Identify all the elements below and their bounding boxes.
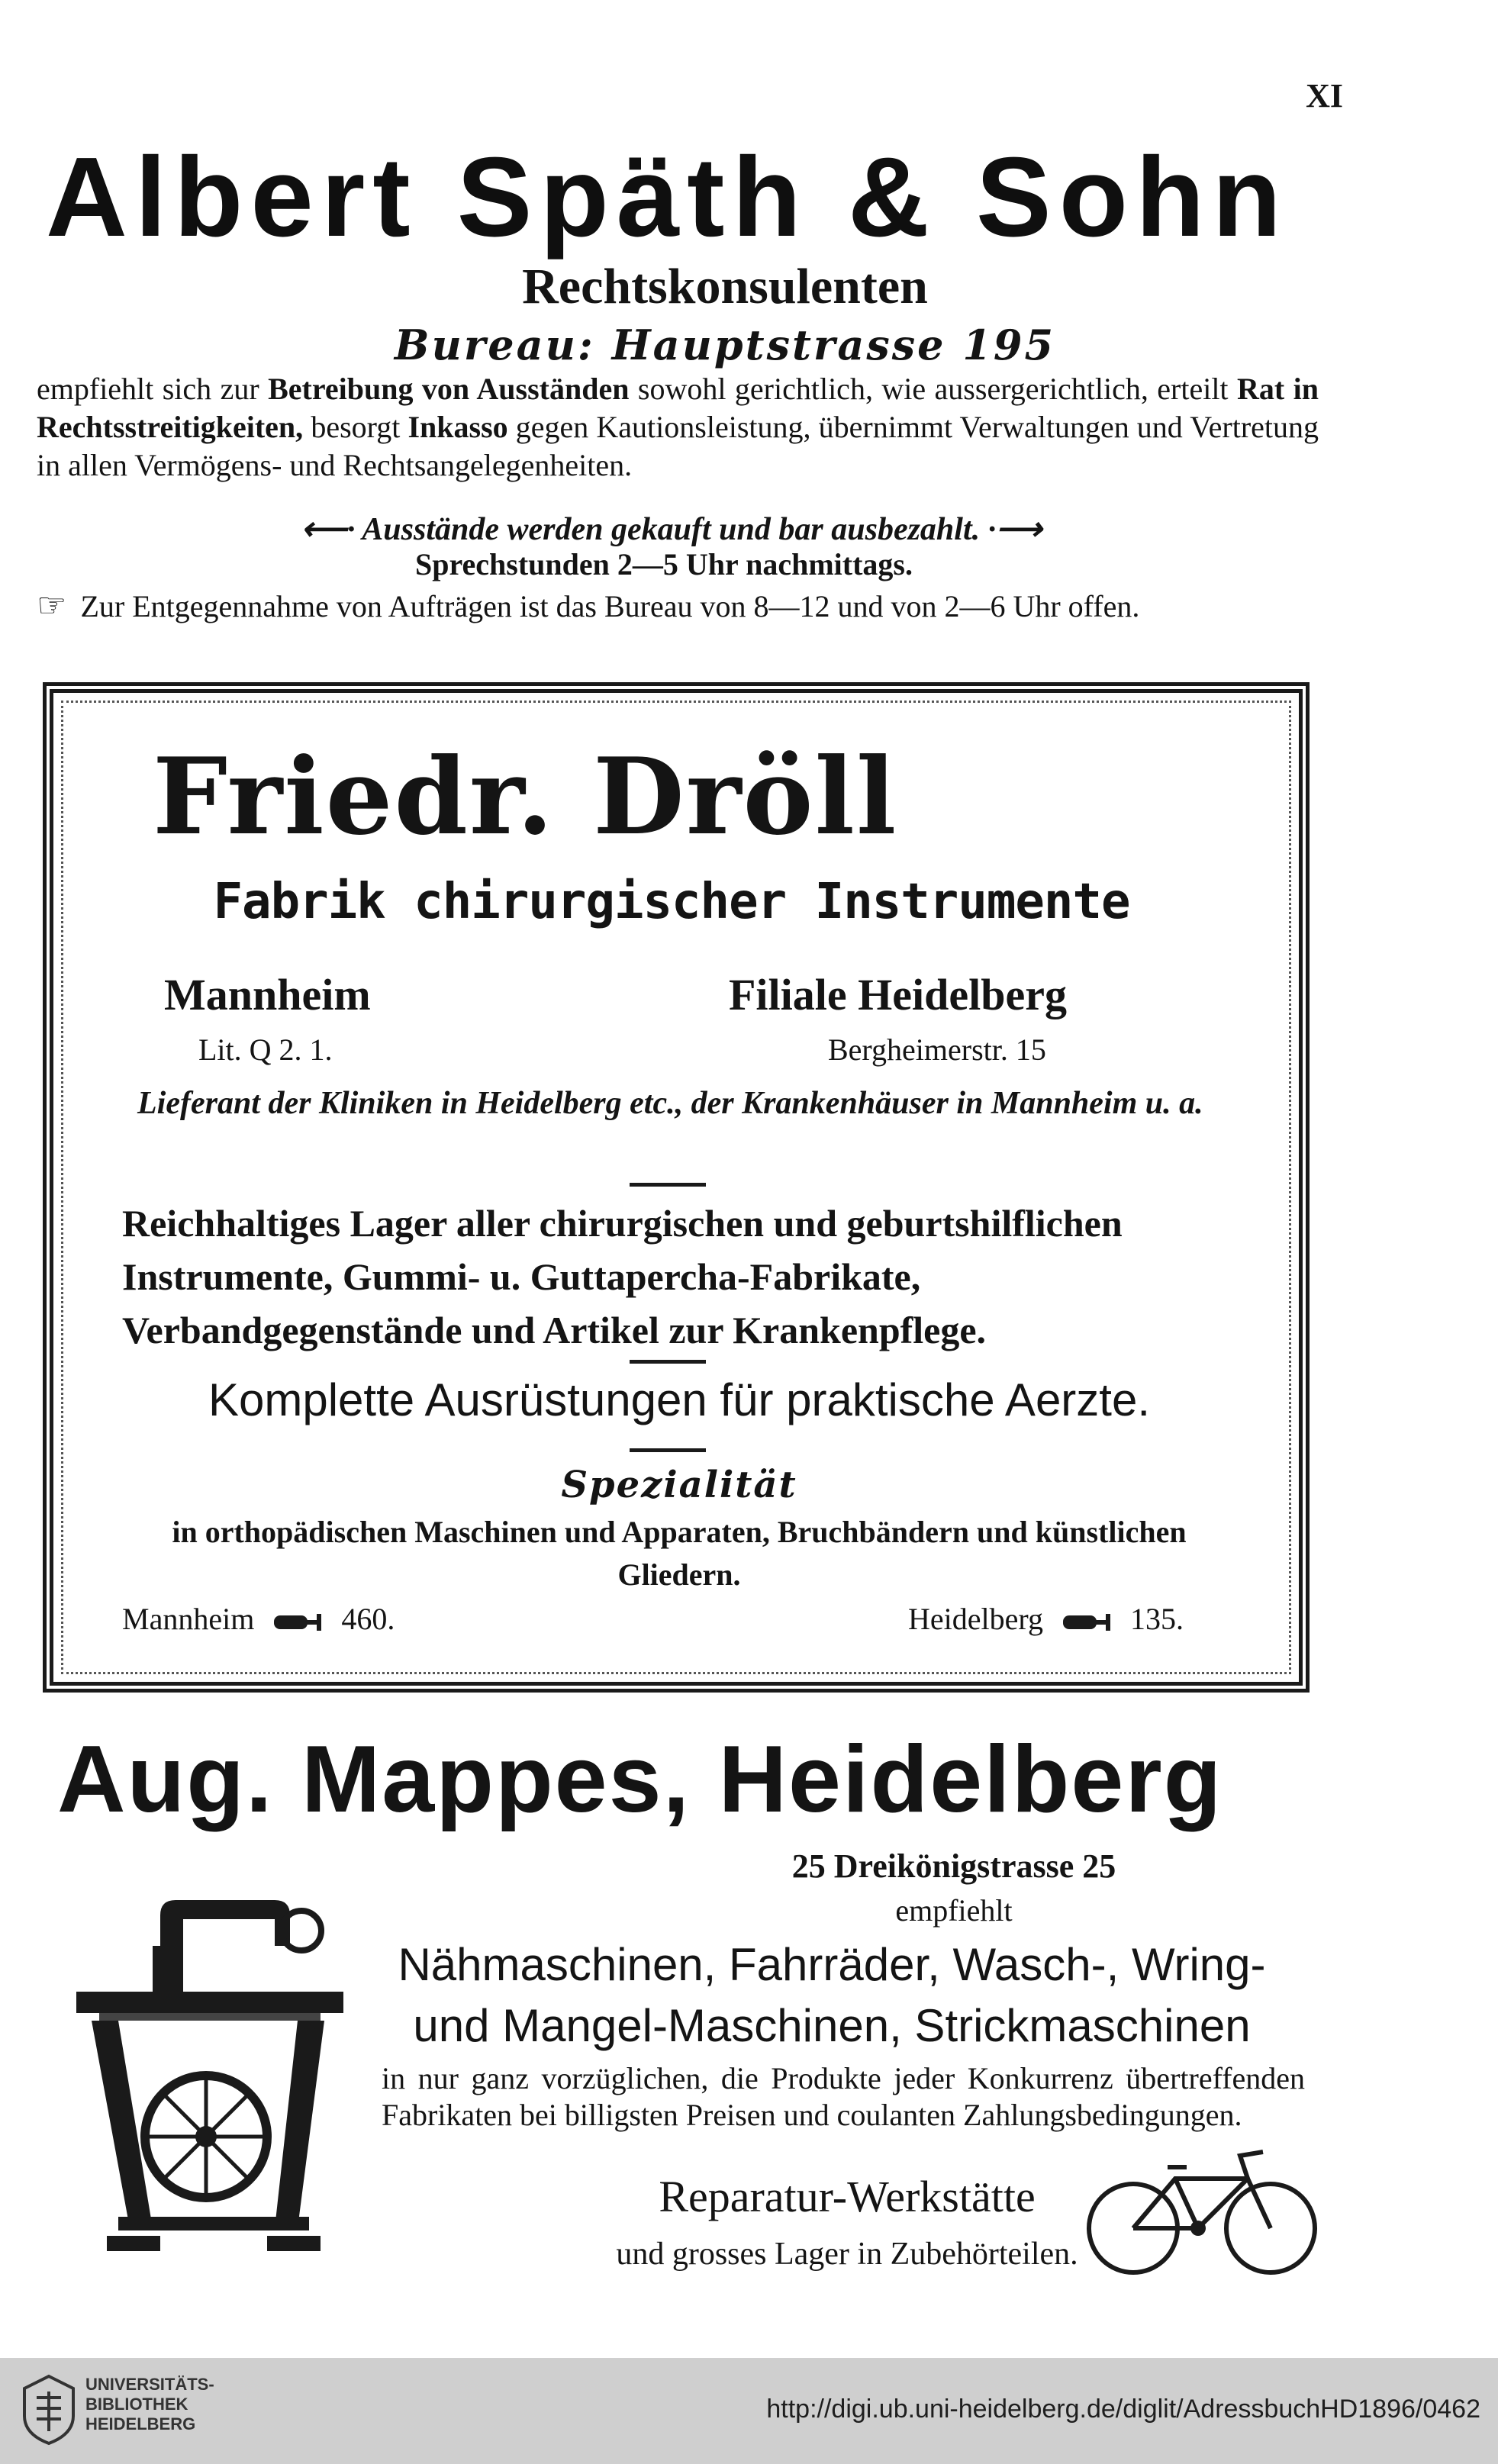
ad3-firm-name: Aug. Mappes, Heidelberg: [57, 1727, 1223, 1832]
ad1-body-bold-3: Inkasso: [408, 410, 508, 444]
ad2-tel-num1: 460.: [341, 1602, 395, 1636]
ad2-telephone-heidelberg: [908, 1601, 1184, 1637]
ad1-body-post: gegen Kautionsleistung, übernimmt Verwaltungen und Vertretung in allen Vermögens- und Rechtsangelegenheiten.: [37, 410, 1319, 482]
ad1-body: [37, 370, 1319, 485]
ad1-body-mid-1: sowohl gerichtlich, wie aussergerichtlich, erteilt: [637, 372, 1229, 406]
ad2-specialty-text: in orthopädischen Maschinen und Apparaten, Bruchbändern und künstlichen Gliedern.: [172, 1515, 1187, 1592]
ad2-telephone-mannheim: [122, 1601, 395, 1637]
ad2-specialty: Spezialität: [561, 1464, 797, 1506]
ad1-reception-line: [37, 588, 1319, 625]
library-line2: BIBLIOTHEK: [85, 2395, 188, 2414]
ad2-tel-city2: Heidelberg: [908, 1602, 1043, 1636]
source-url-link[interactable]: http://digi.ub.uni-heidelberg.de/diglit/AdressbuchHD1896/0462: [766, 2395, 1480, 2424]
page-number: XI: [1306, 77, 1343, 114]
ad1-body-bold-2: Rat in Rechtsstreitigkeiten,: [37, 372, 1319, 444]
ad3-products-line2: und Mangel-Maschinen, Strickmaschinen: [413, 2000, 1251, 2051]
library-line3: HEIDELBERG: [85, 2414, 196, 2433]
ad1-purchase-line: [0, 510, 1343, 548]
ad1-subtitle: Rechtskonsulenten: [522, 259, 928, 314]
ad3-description: in nur ganz vorzüglichen, die Produkte jeder Konkurrenz übertreffenden Fabrikaten bei billigsten Preisen und coulanten Zahlungsbedingungen.: [382, 2061, 1305, 2132]
telephone-icon: [1060, 1612, 1113, 1632]
ad1-reception: Zur Entgegennahme von Aufträgen ist das Bureau von 8—12 und von 2—6 Uhr offen.: [80, 589, 1140, 623]
ad1-body-bold-1: Betreibung von Ausständen: [268, 372, 630, 406]
ad2-firm-name: Friedr. Dröll: [153, 734, 898, 858]
ad1-body-pre: empfiehlt sich zur: [37, 372, 259, 406]
ornament-left-icon: ⟵·: [301, 512, 356, 547]
library-name: [85, 2375, 214, 2434]
divider: [630, 1183, 706, 1187]
ad1-firm-name: Albert Späth & Sohn: [46, 134, 1289, 260]
ad1-hours: Sprechstunden 2—5 Uhr nachmittags.: [415, 547, 913, 581]
ad1-body-mid-2: besorgt: [311, 410, 401, 444]
ad2-branch: Filiale Heidelberg: [729, 970, 1067, 1019]
divider: [630, 1448, 706, 1452]
ad3-address: 25 Dreikönigstrasse 25: [791, 1847, 1116, 1885]
ad3-recommends: empfiehlt: [895, 1893, 1013, 1928]
divider: [630, 1360, 706, 1364]
ad1-bureau: Bureau: Hauptstrasse 195: [394, 320, 1056, 369]
telephone-icon: [271, 1612, 324, 1632]
ad2-address-main: Lit. Q 2. 1.: [198, 1032, 333, 1067]
ad3-repair: Reparatur-Werkstätte: [659, 2172, 1036, 2221]
ad2-address-branch: Bergheimerstr. 15: [828, 1032, 1046, 1067]
ornament-right-icon: ·⟶: [987, 512, 1042, 547]
ad3-stock: und grosses Lager in Zubehörteilen.: [616, 2237, 1078, 2272]
ad2-tel-num2: 135.: [1129, 1602, 1184, 1636]
university-seal-icon: [18, 2370, 79, 2446]
ad2-stock: Reichhaltiges Lager aller chirurgischen und geburtshilflichen Instrumente, Gummi- u. Guttapercha-Fabrikate, Verbandgegenstände und Artikel zur Krankenpflege.: [122, 1202, 1123, 1351]
ad2-complete: Komplette Ausrüstungen für praktische Aerzte.: [208, 1374, 1150, 1425]
pointing-hand-icon: ☞: [37, 587, 67, 624]
ad2-city: Mannheim: [164, 970, 371, 1019]
library-line1: UNIVERSITÄTS-: [85, 2375, 214, 2394]
bicycle-icon: [1084, 2137, 1320, 2282]
ad2-supplier: Lieferant der Kliniken in Heidelberg etc., der Krankenhäuser in Mannheim u. a.: [137, 1086, 1203, 1121]
sewing-machine-icon: [46, 1870, 366, 2266]
ad3-products-line1: Nähmaschinen, Fahrräder, Wasch-, Wring-: [398, 1939, 1266, 1990]
ad2-tel-city1: Mannheim: [122, 1602, 255, 1636]
ad1-purchase: Ausstände werden gekauft und bar ausbezahlt.: [362, 512, 981, 547]
ad2-factory: Fabrik chirurgischer Instrumente: [213, 874, 1130, 930]
